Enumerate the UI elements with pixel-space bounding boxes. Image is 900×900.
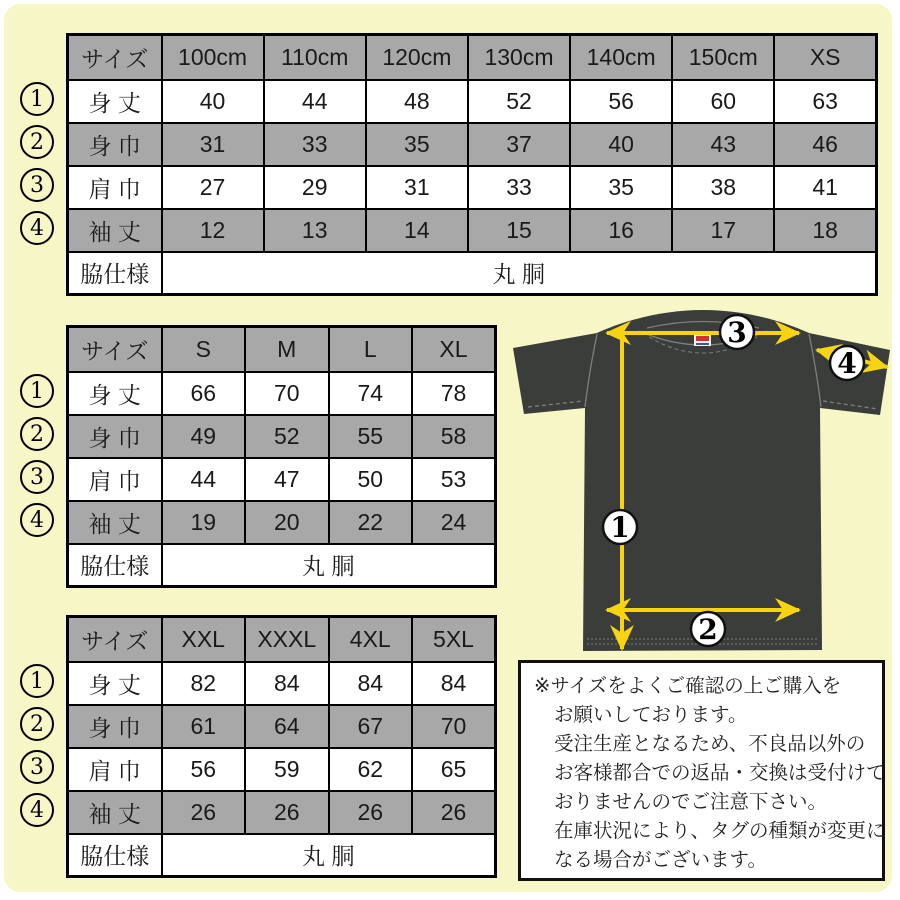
table-row bbox=[68, 80, 877, 123]
row-number-badge: 1 bbox=[20, 664, 54, 698]
table-row bbox=[68, 662, 496, 705]
size-value: 24 bbox=[412, 501, 496, 544]
row-label: 身 巾 bbox=[68, 415, 162, 458]
row-number-badge: 4 bbox=[20, 503, 54, 537]
size-value: 74 bbox=[329, 372, 413, 415]
note-line: 在庫状況により、タグの種類が変更に bbox=[554, 820, 886, 842]
row-number-badge: 1 bbox=[20, 374, 54, 408]
footer-row bbox=[68, 834, 496, 877]
table-row bbox=[68, 123, 877, 166]
size-value: 47 bbox=[245, 458, 329, 501]
size-value: 84 bbox=[245, 662, 329, 705]
size-value: 58 bbox=[412, 415, 496, 458]
svg-text:1: 1 bbox=[610, 511, 630, 544]
row-number-badge: 1 bbox=[20, 82, 54, 116]
size-value: 13 bbox=[264, 209, 366, 252]
size-value: 12 bbox=[162, 209, 264, 252]
size-value: 19 bbox=[162, 501, 246, 544]
size-value: 16 bbox=[570, 209, 672, 252]
table-row bbox=[68, 748, 496, 791]
row-label: 袖 丈 bbox=[68, 791, 162, 834]
table-row bbox=[68, 415, 496, 458]
size-value: 35 bbox=[366, 123, 468, 166]
table-row bbox=[68, 166, 877, 209]
notice-box bbox=[518, 660, 885, 881]
size-value: 20 bbox=[245, 501, 329, 544]
size-value: 49 bbox=[162, 415, 246, 458]
col-header: M bbox=[245, 327, 329, 372]
size-value: 26 bbox=[162, 791, 246, 834]
col-header: 130cm bbox=[468, 35, 570, 80]
row-label: 肩 巾 bbox=[68, 458, 162, 501]
size-value: 41 bbox=[774, 166, 876, 209]
row-label: 袖 丈 bbox=[68, 209, 162, 252]
note-line: ※サイズをよくご確認の上ご購入を bbox=[534, 675, 842, 697]
size-value: 62 bbox=[329, 748, 413, 791]
size-value: 31 bbox=[366, 166, 468, 209]
footer-row bbox=[68, 252, 877, 295]
row-label: 身 丈 bbox=[68, 372, 162, 415]
size-value: 52 bbox=[468, 80, 570, 123]
size-header-cell: サイズ bbox=[68, 617, 162, 662]
footer-row bbox=[68, 544, 496, 587]
size-value: 33 bbox=[264, 123, 366, 166]
size-value: 29 bbox=[264, 166, 366, 209]
size-value: 56 bbox=[570, 80, 672, 123]
row-label: 身 丈 bbox=[68, 80, 162, 123]
size-value: 53 bbox=[412, 458, 496, 501]
size-value: 48 bbox=[366, 80, 468, 123]
size-value: 14 bbox=[366, 209, 468, 252]
table-row bbox=[68, 209, 877, 252]
size-value: 44 bbox=[264, 80, 366, 123]
size-value: 52 bbox=[245, 415, 329, 458]
col-header: XXXL bbox=[245, 617, 329, 662]
col-header: 4XL bbox=[329, 617, 413, 662]
table-row bbox=[68, 791, 496, 834]
row-label: 肩 巾 bbox=[68, 166, 162, 209]
size-value: 65 bbox=[412, 748, 496, 791]
row-label: 身 巾 bbox=[68, 705, 162, 748]
size-value: 70 bbox=[245, 372, 329, 415]
table-row bbox=[68, 458, 496, 501]
size-value: 26 bbox=[245, 791, 329, 834]
size-value: 46 bbox=[774, 123, 876, 166]
col-header: 5XL bbox=[412, 617, 496, 662]
footer-label: 脇仕様 bbox=[68, 834, 162, 877]
size-value: 37 bbox=[468, 123, 570, 166]
brand-tag-icon bbox=[694, 334, 711, 346]
row-label: 身 巾 bbox=[68, 123, 162, 166]
size-value: 63 bbox=[774, 80, 876, 123]
svg-text:4: 4 bbox=[837, 347, 857, 380]
note-line: お客様都合での返品・交換は受付けて bbox=[554, 762, 886, 784]
col-header: 110cm bbox=[264, 35, 366, 80]
footer-label: 脇仕様 bbox=[68, 544, 162, 587]
size-value: 84 bbox=[412, 662, 496, 705]
svg-text:3: 3 bbox=[727, 316, 747, 349]
row-label: 身 丈 bbox=[68, 662, 162, 705]
size-value: 18 bbox=[774, 209, 876, 252]
size-value: 26 bbox=[412, 791, 496, 834]
adult-size-table bbox=[30, 325, 497, 588]
size-value: 40 bbox=[162, 80, 264, 123]
row-number-badge: 3 bbox=[20, 750, 54, 784]
col-header: 120cm bbox=[366, 35, 468, 80]
note-line: お願いしております。 bbox=[554, 704, 748, 726]
size-value: 40 bbox=[570, 123, 672, 166]
size-value: 67 bbox=[329, 705, 413, 748]
table-row bbox=[68, 705, 496, 748]
size-value: 26 bbox=[329, 791, 413, 834]
footer-label: 脇仕様 bbox=[68, 252, 162, 295]
kids-size-table bbox=[30, 33, 878, 296]
col-header: L bbox=[329, 327, 413, 372]
row-number-badge: 3 bbox=[20, 168, 54, 202]
row-number-badge: 2 bbox=[20, 125, 54, 159]
col-header: 140cm bbox=[570, 35, 672, 80]
size-value: 56 bbox=[162, 748, 246, 791]
size-value: 15 bbox=[468, 209, 570, 252]
col-header: XL bbox=[412, 327, 496, 372]
size-value: 78 bbox=[412, 372, 496, 415]
col-header: XXL bbox=[162, 617, 246, 662]
row-number-badge: 4 bbox=[20, 211, 54, 245]
row-number-badge: 2 bbox=[20, 417, 54, 451]
size-value: 17 bbox=[672, 209, 774, 252]
size-value: 66 bbox=[162, 372, 246, 415]
row-number-badge: 4 bbox=[20, 793, 54, 827]
size-value: 50 bbox=[329, 458, 413, 501]
note-line: 受注生産となるため、不良品以外の bbox=[554, 733, 866, 755]
note-line: なる場合がございます。 bbox=[554, 849, 767, 871]
size-value: 38 bbox=[672, 166, 774, 209]
col-header: XS bbox=[774, 35, 876, 80]
footer-value: 丸 胴 bbox=[162, 834, 496, 877]
size-value: 61 bbox=[162, 705, 246, 748]
footer-value: 丸 胴 bbox=[162, 544, 496, 587]
size-value: 22 bbox=[329, 501, 413, 544]
col-header: S bbox=[162, 327, 246, 372]
size-value: 82 bbox=[162, 662, 246, 705]
size-value: 70 bbox=[412, 705, 496, 748]
note-line: おりませんのでご注意下さい。 bbox=[554, 791, 828, 813]
size-value: 44 bbox=[162, 458, 246, 501]
size-value: 35 bbox=[570, 166, 672, 209]
size-value: 27 bbox=[162, 166, 264, 209]
size-header-cell: サイズ bbox=[68, 327, 162, 372]
row-label: 肩 巾 bbox=[68, 748, 162, 791]
col-header: 150cm bbox=[672, 35, 774, 80]
tshirt-diagram bbox=[503, 303, 898, 661]
size-value: 84 bbox=[329, 662, 413, 705]
row-number-badge: 3 bbox=[20, 460, 54, 494]
size-value: 43 bbox=[672, 123, 774, 166]
size-value: 31 bbox=[162, 123, 264, 166]
row-number-badge: 2 bbox=[20, 707, 54, 741]
size-value: 59 bbox=[245, 748, 329, 791]
table-row bbox=[68, 372, 496, 415]
size-value: 55 bbox=[329, 415, 413, 458]
size-header-cell: サイズ bbox=[68, 35, 162, 80]
col-header: 100cm bbox=[162, 35, 264, 80]
size-value: 33 bbox=[468, 166, 570, 209]
plus-size-table bbox=[30, 615, 497, 878]
size-value: 64 bbox=[245, 705, 329, 748]
table-row bbox=[68, 501, 496, 544]
size-value: 60 bbox=[672, 80, 774, 123]
svg-text:2: 2 bbox=[698, 613, 718, 646]
row-label: 袖 丈 bbox=[68, 501, 162, 544]
footer-value: 丸 胴 bbox=[162, 252, 877, 295]
